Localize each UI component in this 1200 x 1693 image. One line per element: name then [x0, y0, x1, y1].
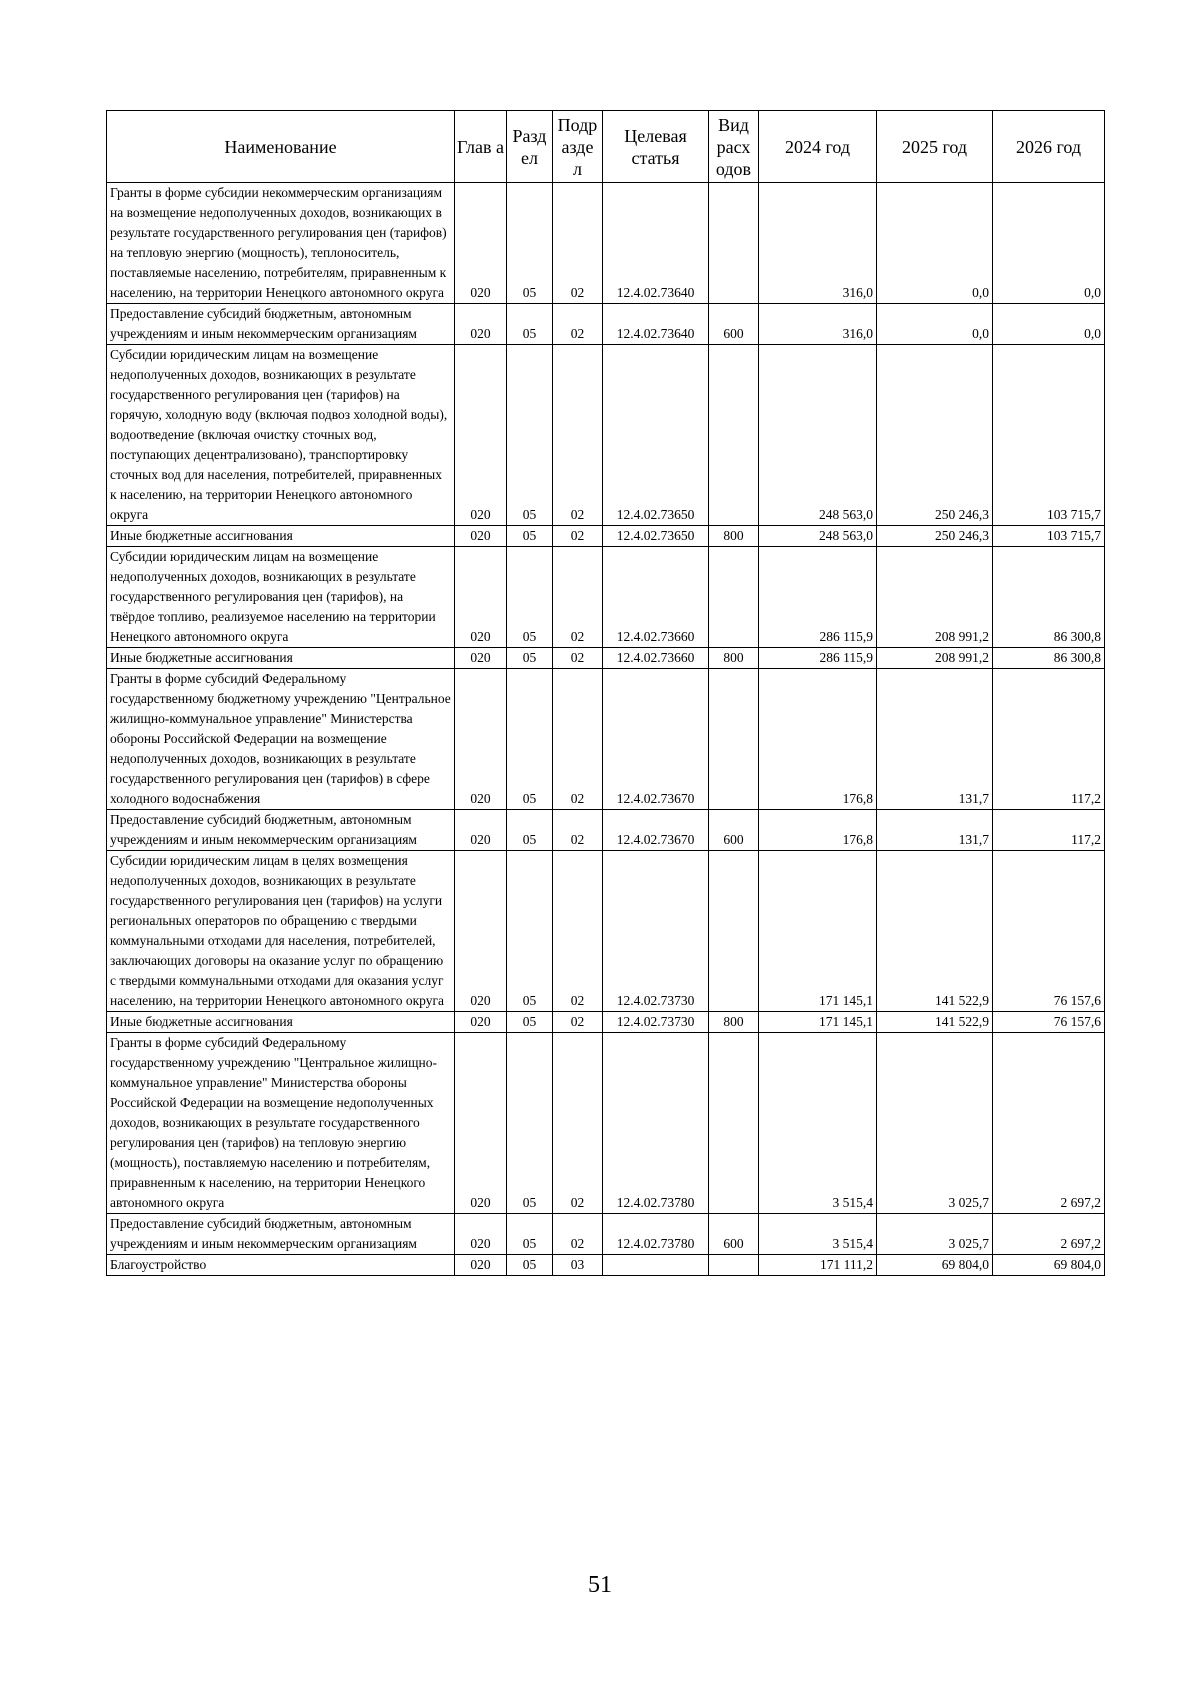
cell-2026: 2 697,2: [993, 1214, 1105, 1255]
table-row: [107, 851, 1105, 1012]
cell-name: Гранты в форме субсидии некоммерческим организациям на возмещение недополученных доходов, возникающих в результате государственного регулирования цен (тарифов) на тепловую энергию (мощность), теплоноситель, поставляемые населению, потребителям, приравненным к населению, на территории Ненецкого автономного округа: [107, 183, 455, 304]
cell-2026: 117,2: [993, 810, 1105, 851]
cell-2026: 0,0: [993, 304, 1105, 345]
table-row: [107, 1255, 1105, 1276]
cell-2025: 250 246,3: [877, 345, 993, 526]
table-row: [107, 304, 1105, 345]
cell-expense-type: 600: [709, 304, 759, 345]
cell-section: 05: [507, 345, 553, 526]
cell-chapter: 020: [455, 526, 507, 547]
cell-subsection: 02: [553, 648, 603, 669]
header-subsection: Подр азде л: [553, 111, 603, 183]
cell-subsection: 02: [553, 851, 603, 1012]
cell-target: 12.4.02.73780: [603, 1033, 709, 1214]
cell-subsection: 02: [553, 669, 603, 810]
cell-name: Предоставление субсидий бюджетным, автономным учреждениям и иным некоммерческим организациям: [107, 304, 455, 345]
cell-target: 12.4.02.73660: [603, 547, 709, 648]
header-expense-type: Вид расх одов: [709, 111, 759, 183]
cell-2025: 3 025,7: [877, 1214, 993, 1255]
table-row: [107, 669, 1105, 810]
cell-target: 12.4.02.73670: [603, 810, 709, 851]
cell-name: Субсидии юридическим лицам на возмещение недополученных доходов, возникающих в результате государственного регулирования цен (тарифов) на горячую, холодную воду (включая подвоз холодной воды), водоотведение (включая очистку сточных вод, поступающих децентрализовано), транспортировку сточных вод для населения, потребителей, приравненных к населению, на территории Ненецкого автономного округа: [107, 345, 455, 526]
cell-2025: 0,0: [877, 304, 993, 345]
cell-2025: 131,7: [877, 810, 993, 851]
cell-2024: 316,0: [759, 304, 877, 345]
cell-2025: 3 025,7: [877, 1033, 993, 1214]
cell-section: 05: [507, 810, 553, 851]
table-row: [107, 345, 1105, 526]
table-row: [107, 1012, 1105, 1033]
cell-2024: 171 145,1: [759, 851, 877, 1012]
cell-expense-type: 800: [709, 648, 759, 669]
budget-table-container: [106, 110, 1104, 1276]
cell-name: Субсидии юридическим лицам на возмещение недополученных доходов, возникающих в результате государственного регулирования цен (тарифов), на твёрдое топливо, реализуемое населению на территории Ненецкого автономного округа: [107, 547, 455, 648]
cell-2026: 0,0: [993, 183, 1105, 304]
cell-2024: 171 145,1: [759, 1012, 877, 1033]
header-2024: 2024 год: [759, 111, 877, 183]
cell-subsection: 02: [553, 1214, 603, 1255]
cell-section: 05: [507, 851, 553, 1012]
cell-section: 05: [507, 648, 553, 669]
cell-2024: 3 515,4: [759, 1033, 877, 1214]
cell-2025: 141 522,9: [877, 851, 993, 1012]
cell-section: 05: [507, 183, 553, 304]
cell-2024: 176,8: [759, 669, 877, 810]
cell-subsection: 02: [553, 810, 603, 851]
header-name: Наименование: [107, 111, 455, 183]
cell-target: 12.4.02.73670: [603, 669, 709, 810]
cell-subsection: 02: [553, 526, 603, 547]
cell-2025: 141 522,9: [877, 1012, 993, 1033]
cell-2026: 86 300,8: [993, 547, 1105, 648]
cell-chapter: 020: [455, 669, 507, 810]
cell-section: 05: [507, 1255, 553, 1276]
cell-chapter: 020: [455, 1214, 507, 1255]
cell-2024: 248 563,0: [759, 526, 877, 547]
page-number: 51: [588, 1572, 612, 1598]
cell-2026: 69 804,0: [993, 1255, 1105, 1276]
header-target: Целевая статья: [603, 111, 709, 183]
cell-name: Иные бюджетные ассигнования: [107, 648, 455, 669]
cell-section: 05: [507, 526, 553, 547]
cell-2026: 86 300,8: [993, 648, 1105, 669]
cell-2026: 76 157,6: [993, 1012, 1105, 1033]
table-row: [107, 526, 1105, 547]
cell-name: Предоставление субсидий бюджетным, автономным учреждениям и иным некоммерческим организациям: [107, 1214, 455, 1255]
cell-section: 05: [507, 547, 553, 648]
cell-chapter: 020: [455, 1033, 507, 1214]
table-row: [107, 1214, 1105, 1255]
cell-target: 12.4.02.73640: [603, 304, 709, 345]
cell-expense-type: [709, 345, 759, 526]
cell-subsection: 02: [553, 183, 603, 304]
cell-2024: 176,8: [759, 810, 877, 851]
cell-2026: 103 715,7: [993, 526, 1105, 547]
cell-target: 12.4.02.73640: [603, 183, 709, 304]
cell-expense-type: [709, 851, 759, 1012]
cell-subsection: 03: [553, 1255, 603, 1276]
cell-target: 12.4.02.73650: [603, 345, 709, 526]
cell-section: 05: [507, 1214, 553, 1255]
cell-target: 12.4.02.73660: [603, 648, 709, 669]
cell-chapter: 020: [455, 810, 507, 851]
cell-target: [603, 1255, 709, 1276]
header-2026: 2026 год: [993, 111, 1105, 183]
cell-2025: 69 804,0: [877, 1255, 993, 1276]
cell-chapter: 020: [455, 648, 507, 669]
cell-2024: 171 111,2: [759, 1255, 877, 1276]
cell-2024: 286 115,9: [759, 547, 877, 648]
cell-2025: 208 991,2: [877, 648, 993, 669]
cell-2024: 3 515,4: [759, 1214, 877, 1255]
cell-name: Гранты в форме субсидий Федеральному государственному бюджетному учреждению "Центральное жилищно-коммунальное управление" Министерства обороны Российской Федерации на возмещение недополученных доходов, возникающих в результате государственного регулирования цен (тарифов) в сфере холодного водоснабжения: [107, 669, 455, 810]
table-row: [107, 810, 1105, 851]
cell-target: 12.4.02.73780: [603, 1214, 709, 1255]
cell-chapter: 020: [455, 345, 507, 526]
cell-2025: 0,0: [877, 183, 993, 304]
cell-2026: 2 697,2: [993, 1033, 1105, 1214]
cell-expense-type: [709, 547, 759, 648]
cell-expense-type: [709, 1255, 759, 1276]
cell-target: 12.4.02.73650: [603, 526, 709, 547]
cell-expense-type: [709, 1033, 759, 1214]
cell-chapter: 020: [455, 851, 507, 1012]
cell-section: 05: [507, 669, 553, 810]
cell-target: 12.4.02.73730: [603, 851, 709, 1012]
header-2025: 2025 год: [877, 111, 993, 183]
cell-name: Предоставление субсидий бюджетным, автономным учреждениям и иным некоммерческим организациям: [107, 810, 455, 851]
header-section: Разд ел: [507, 111, 553, 183]
cell-name: Иные бюджетные ассигнования: [107, 526, 455, 547]
cell-2026: 76 157,6: [993, 851, 1105, 1012]
cell-subsection: 02: [553, 304, 603, 345]
cell-expense-type: 800: [709, 526, 759, 547]
table-row: [107, 648, 1105, 669]
cell-section: 05: [507, 1012, 553, 1033]
cell-name: Гранты в форме субсидий Федеральному государственному учреждению "Центральное жилищно-коммунальное управление" Министерства обороны Российской Федерации на возмещение недополученных доходов, возникающих в результате государственного регулирования цен (тарифов) на тепловую энергию (мощность), поставляемую населению и потребителям, приравненным к населению, на территории Ненецкого автономного округа: [107, 1033, 455, 1214]
cell-name: Иные бюджетные ассигнования: [107, 1012, 455, 1033]
cell-chapter: 020: [455, 1012, 507, 1033]
cell-subsection: 02: [553, 1033, 603, 1214]
cell-name: Субсидии юридическим лицам в целях возмещения недополученных доходов, возникающих в результате государственного регулирования цен (тарифов) на услуги региональных операторов по обращению с твердыми коммунальными отходами для населения, потребителей, заключающих договоры на оказание услуг по обращению с твердыми коммунальными отходами для оказания услуг населению, на территории Ненецкого автономного округа: [107, 851, 455, 1012]
table-row: [107, 1033, 1105, 1214]
cell-name: Благоустройство: [107, 1255, 455, 1276]
cell-subsection: 02: [553, 547, 603, 648]
cell-2025: 208 991,2: [877, 547, 993, 648]
table-row: [107, 547, 1105, 648]
cell-2024: 316,0: [759, 183, 877, 304]
cell-subsection: 02: [553, 345, 603, 526]
cell-expense-type: 600: [709, 810, 759, 851]
cell-chapter: 020: [455, 547, 507, 648]
header-chapter: Глав а: [455, 111, 507, 183]
cell-section: 05: [507, 1033, 553, 1214]
cell-2024: 286 115,9: [759, 648, 877, 669]
cell-chapter: 020: [455, 304, 507, 345]
cell-expense-type: 800: [709, 1012, 759, 1033]
budget-table: [106, 110, 1105, 1276]
cell-expense-type: 600: [709, 1214, 759, 1255]
cell-2025: 131,7: [877, 669, 993, 810]
cell-2025: 250 246,3: [877, 526, 993, 547]
cell-subsection: 02: [553, 1012, 603, 1033]
cell-2026: 117,2: [993, 669, 1105, 810]
cell-expense-type: [709, 183, 759, 304]
cell-chapter: 020: [455, 1255, 507, 1276]
cell-expense-type: [709, 669, 759, 810]
cell-target: 12.4.02.73730: [603, 1012, 709, 1033]
cell-section: 05: [507, 304, 553, 345]
cell-2024: 248 563,0: [759, 345, 877, 526]
table-row: [107, 183, 1105, 304]
cell-2026: 103 715,7: [993, 345, 1105, 526]
cell-chapter: 020: [455, 183, 507, 304]
table-header-row: [107, 111, 1105, 183]
